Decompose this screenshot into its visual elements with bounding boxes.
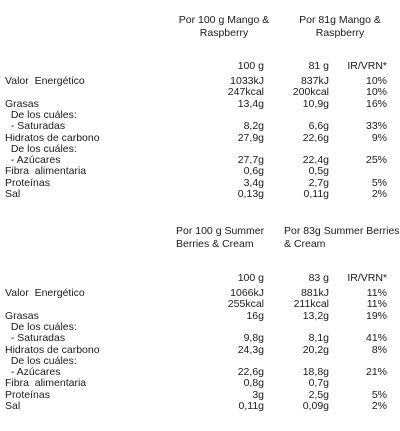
ir-vrn-percent: 10% <box>365 75 387 87</box>
value-per-portion: 22,4g <box>302 154 329 167</box>
ir-vrn-percent: 5% <box>371 176 387 189</box>
value-per-100g: 0,13g <box>237 188 264 200</box>
ir-vrn-percent: 41% <box>365 332 387 345</box>
table1-col-header-2: Por 81g Mango & Raspberry <box>299 14 381 39</box>
nutrient-label: De los cuáles: <box>5 320 77 333</box>
value-per-100g: 3g <box>252 388 264 401</box>
nutrient-label: Sal <box>5 188 21 200</box>
table1-col-header-1: Por 100 g Mango & Raspberry <box>178 14 270 39</box>
value-per-portion: 10,9g <box>302 97 329 110</box>
value-per-100g: 8,2g <box>243 120 264 133</box>
table1-unit-2: 81 g <box>308 60 329 72</box>
ir-vrn-percent: 11% <box>366 287 387 299</box>
ir-vrn-percent: 16% <box>365 97 387 110</box>
ir-vrn-percent: 5% <box>371 388 387 401</box>
value-per-100g: 3,4g <box>243 176 264 189</box>
table2-col-header-1: Por 100 g Summer Berries & Cream <box>176 225 265 250</box>
ir-vrn-percent: 21% <box>365 366 387 379</box>
value-per-100g: 1033kJ <box>230 75 264 87</box>
nutrient-label: Hidratos de carbono <box>5 343 100 356</box>
table1-ir-header: IR/VRN* <box>347 60 387 72</box>
value-per-portion: 0,11g <box>303 188 329 200</box>
ir-vrn-percent: 2% <box>371 400 387 412</box>
nutrient-label: De los cuáles: <box>5 108 77 121</box>
table2-unit-2: 83 g <box>308 272 329 284</box>
table1-unit-1: 100 g <box>237 60 264 72</box>
value-per-100g: 22,6g <box>237 366 264 379</box>
nutrient-label: De los cuáles: <box>5 354 77 367</box>
value-per-portion: 200kcal <box>292 86 329 99</box>
value-per-100g: 1066kJ <box>230 287 264 299</box>
nutrient-label: Fibra alimentaria <box>5 165 87 178</box>
value-per-100g: 13,4g <box>237 97 264 110</box>
value-per-portion: 20,2g <box>302 343 329 356</box>
nutrient-label: Grasas <box>5 97 39 110</box>
nutrient-label: Valor Energético <box>5 75 85 87</box>
nutrient-label: Sal <box>5 400 21 412</box>
value-per-100g: 0,11g <box>238 400 264 412</box>
nutrient-label: Hidratos de carbono <box>5 131 100 144</box>
value-per-100g: 27,9g <box>237 131 264 144</box>
ir-vrn-percent: 33% <box>365 120 387 133</box>
table2-col-header-2: Por 83g Summer Berries & Cream <box>284 225 400 250</box>
value-per-portion: 13,2g <box>302 309 329 322</box>
table2-unit-1: 100 g <box>237 272 264 284</box>
value-per-portion: 0,7g <box>308 377 329 390</box>
value-per-portion: 0,5g <box>308 165 329 178</box>
value-per-portion: 0,09g <box>302 400 329 412</box>
ir-vrn-percent: 25% <box>365 154 387 167</box>
ir-vrn-percent: 8% <box>371 343 387 356</box>
nutrient-label: - Azúcares <box>5 154 61 167</box>
ir-vrn-percent: 19% <box>365 309 387 322</box>
value-per-portion: 837kJ <box>300 75 329 87</box>
value-per-100g: 255kcal <box>227 298 264 311</box>
nutrient-label: Proteínas <box>5 388 50 401</box>
value-per-portion: 2,7g <box>308 176 329 189</box>
value-per-100g: 247kcal <box>227 86 264 99</box>
value-per-100g: 0,6g <box>243 165 264 178</box>
table2-ir-header: IR/VRN* <box>347 272 387 284</box>
nutrient-label: Fibra alimentaria <box>5 377 87 390</box>
ir-vrn-percent: 2% <box>371 188 387 200</box>
value-per-100g: 0,8g <box>243 377 264 390</box>
nutrient-label: Proteínas <box>5 176 50 189</box>
nutrient-label: - Saturadas <box>5 120 66 133</box>
value-per-100g: 24,3g <box>237 343 264 356</box>
value-per-portion: 211kcal <box>293 298 329 311</box>
ir-vrn-percent: 11% <box>366 298 387 311</box>
value-per-portion: 8,1g <box>308 332 329 345</box>
nutrient-label: Grasas <box>5 309 39 322</box>
nutrient-label: - Saturadas <box>5 332 66 345</box>
nutrient-label: De los cuáles: <box>5 142 77 155</box>
ir-vrn-percent: 9% <box>371 131 387 144</box>
value-per-portion: 881kJ <box>300 287 329 299</box>
value-per-portion: 6,6g <box>308 120 329 133</box>
value-per-portion: 2,5g <box>308 388 329 401</box>
value-per-100g: 16g <box>246 309 264 322</box>
value-per-portion: 22,6g <box>302 131 329 144</box>
nutrient-label: Valor Energético <box>5 287 85 299</box>
value-per-portion: 18,8g <box>302 366 329 379</box>
ir-vrn-percent: 10% <box>365 86 387 99</box>
nutrient-label: - Azúcares <box>5 366 61 379</box>
value-per-100g: 27,7g <box>237 154 264 167</box>
value-per-100g: 9,8g <box>243 332 264 345</box>
